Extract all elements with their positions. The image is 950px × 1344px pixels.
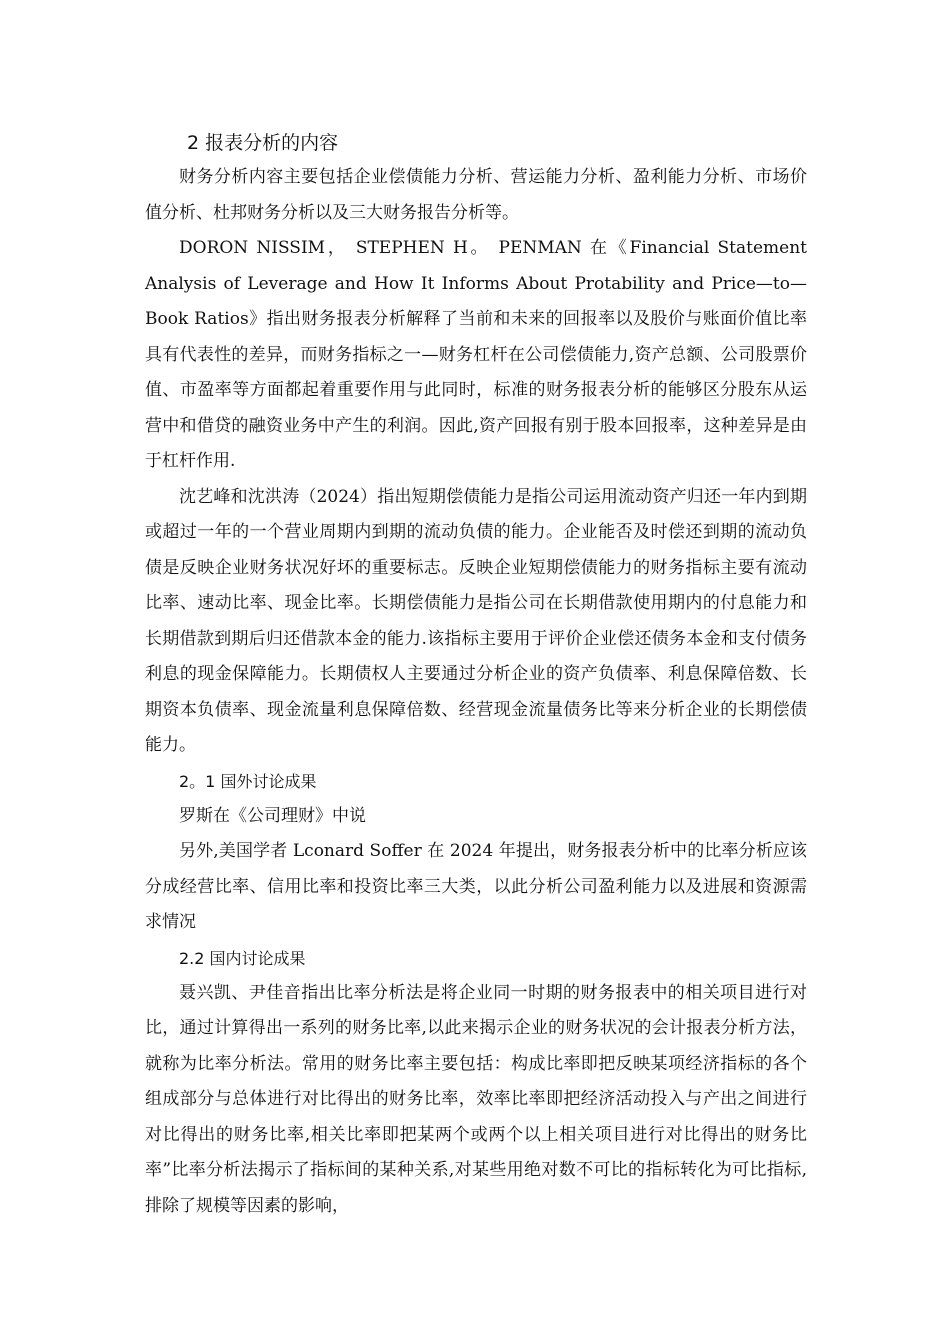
- foreign-research-heading: 2。1 国外讨论成果: [179, 771, 317, 791]
- nie-paragraph: 聂兴凯、尹佳音指出比率分析法是将企业同一时期的财务报表中的相关项目进行对比，通过计算得出一系列的财务比率,以此来揭示企业的财务状况的会计报表分析方法，就称为比率分析法。常用的财务比率主要包括：构成比率即把反映某项经济指标的各个组成部分与总体进行对比得出的财务比率，效率比率即把经济活动投入与产出之间进行对比得出的财务比率,相关比率即把某两个或两个以上相关项目进行对比得出的财务比率”比率分析法揭示了指标间的某种关系,对某些用绝对数不可比的指标转化为可比指标,排除了规模等因素的影响，: [145, 982, 807, 1216]
- document-body: [145, 126, 807, 1224]
- domestic-research-heading: 2.2 国内讨论成果: [179, 948, 306, 968]
- nissim-paragraph: DORON NISSIM， STEPHEN H。 PENMAN 在《Financial Statement Analysis of Leverage and How It Informs About Protability and Price—to—Book Ratios》指出财务报表分析解释了当前和未来的回报率以及股价与账面价值比率具有代表性的差异，而财务指标之一—财务杠杆在公司偿债能力,资产总额、公司股票价值、市盈率等方面都起着重要作用与此同时，标准的财务报表分析的能够区分股东从运营中和借贷的融资业务中产生的利润。因此,资产回报有别于股本回报率，这种差异是由于杠杆作用.: [145, 238, 807, 471]
- soffer-paragraph: 另外,美国学者 Lconard Soffer 在 2024 年提出，财务报表分析中的比率分析应该分成经营比率、信用比率和投资比率三大类，以此分析公司盈利能力以及进展和资源需求情况: [145, 841, 807, 932]
- ross-paragraph: 罗斯在《公司理财》中说: [179, 805, 366, 826]
- shen-paragraph: 沈艺峰和沈洪涛（2024）指出短期偿债能力是指公司运用流动资产归还一年内到期或超过一年的一个营业周期内到期的流动负债的能力。企业能否及时偿还到期的流动负债是反映企业财务状况好坏的重要标志。反映企业短期偿债能力的财务指标主要有流动比率、速动比率、现金比率。长期偿债能力是指公司在长期借款使用期内的付息能力和长期借款到期后归还借款本金的能力.该指标主要用于评价企业偿还债务本金和支付债务利息的现金保障能力。长期债权人主要通过分析企业的资产负债率、利息保障倍数、长期资本负债率、现金流量利息保障倍数、经营现金流量债务比等来分析企业的长期偿债能力。: [145, 486, 807, 755]
- intro-paragraph: 财务分析内容主要包括企业偿债能力分析、营运能力分析、盈利能力分析、市场价值分析、杜邦财务分析以及三大财务报告分析等。: [145, 167, 807, 223]
- section-heading: 2 报表分析的内容: [187, 132, 339, 154]
